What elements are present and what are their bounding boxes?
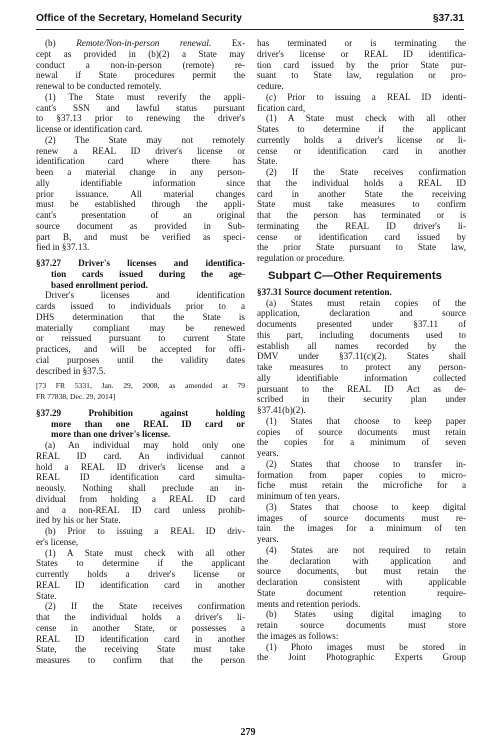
section-heading-line: §37.27 Driver's licenses and identifica-	[36, 258, 245, 268]
text-line: fication card,	[257, 102, 306, 113]
text-line: fiche must retain the microfiche for a	[257, 480, 466, 491]
text-line: (b) States using digital imaging to	[266, 609, 466, 620]
text-line: and a non-REAL ID card unless prohib-	[36, 504, 245, 515]
text-line: documents presented under §37.11 of	[257, 319, 466, 329]
text-line: (3) States that choose to keep digital	[266, 501, 466, 512]
text-line: cial purposes until the validity dates	[36, 354, 245, 365]
text-line: practices, and will be accepted for offi-	[36, 344, 245, 354]
text-line: or reissued pursuant to current State	[36, 333, 245, 344]
text-line: measures to confirm that the person	[36, 655, 245, 665]
text-line: to §37.13 prior to renewing the driver's	[36, 113, 245, 124]
text-line: currently holds a driver's license or	[36, 569, 245, 579]
text-line: cedure.	[257, 81, 284, 91]
header-section: §37.31	[432, 13, 464, 24]
text-line: source documents, but must retain the	[257, 566, 466, 577]
text-line: ally identifiable information collected	[257, 372, 466, 383]
text-line: the images as follows:	[257, 630, 339, 641]
text-line: part B, and must be verified as speci-	[36, 231, 245, 242]
header-title: Office of the Secretary, Homeland Security	[36, 13, 242, 24]
section-heading-line: more than one REAL ID card or	[51, 418, 245, 429]
text-line: renew a REAL ID driver's license or	[36, 145, 245, 156]
text-line: cant's presentation of an original	[36, 210, 245, 220]
text-line: images of source documents must re-	[257, 512, 466, 523]
text-line: (1) The State must reverify the appli-	[45, 91, 245, 102]
text-line: er's license,	[36, 536, 79, 547]
text-line: driver's license or REAL ID identifica-	[257, 48, 466, 59]
section-heading-line: §37.29 Prohibition against holding	[36, 407, 245, 418]
text-line: (2) If the State receives confirmation	[266, 167, 466, 177]
text-line: fied in §37.13.	[36, 242, 90, 253]
text-line: DMV under §37.11(c)(2). States shall	[257, 351, 466, 362]
text-line: declaration consistent with applicable	[257, 577, 466, 587]
header-rule	[36, 29, 464, 30]
text-line: cards issued to individuals prior to a	[36, 301, 245, 311]
text-line: been a material change in any person-	[36, 167, 245, 177]
left-column	[36, 38, 245, 666]
text-line: ally identifiable information since	[36, 177, 245, 188]
text-run: Ex-	[211, 38, 245, 48]
text-line: State document retention require-	[257, 587, 466, 598]
text-line: that the individual holds a driver's li-	[36, 612, 245, 622]
text-line: cense or identification card in another	[257, 145, 466, 156]
text-line: §37.41(b)(2).	[257, 405, 306, 415]
text-line: scribed in their security plan under	[257, 394, 466, 405]
text-line: REAL ID identification card simulta-	[36, 472, 245, 483]
text-line: (1) States that choose to keep paper	[266, 415, 466, 426]
text-line: has terminated or is terminating the	[257, 38, 466, 48]
text-line: take measures to protect any person-	[257, 362, 466, 372]
text-line: State must take measures to confirm	[257, 199, 466, 210]
text-line: States to determine if the applicant	[257, 124, 466, 134]
text-line: pursuant to the REAL ID Act as de-	[257, 383, 466, 394]
right-column	[257, 38, 466, 663]
text-line: tain the images for a minimum of ten	[257, 523, 466, 534]
text-line: retain source documents must store	[257, 620, 466, 630]
text-line: copies of source documents must retain	[257, 426, 466, 437]
text-line: Driver's licenses and identification	[45, 290, 245, 301]
section-heading-line: more than one driver's license.	[51, 429, 171, 440]
section-heading-line: tion cards issued during the age-	[51, 268, 245, 279]
text-line: that the person has terminated or is	[257, 210, 466, 220]
text-line: (a) States must retain copies of the	[266, 297, 466, 308]
text-line: that the individual holds a REAL ID	[257, 177, 466, 188]
text-line: suant to State law, regulation or pro-	[257, 70, 466, 81]
text-line: cant's SSN and lawful status pursuant	[36, 102, 245, 113]
text-line: this part, including documents used to	[257, 329, 466, 340]
text-line: REAL ID identification card in another	[36, 579, 245, 590]
text-line: must be established through the appli-	[36, 199, 245, 210]
text-line: REAL ID card. An individual cannot	[36, 450, 245, 461]
text-line: (1) A State must check with all other	[45, 547, 245, 558]
text-line: (4) States are not required to retain	[266, 544, 466, 555]
text-line: terminating the REAL ID driver's li-	[257, 220, 466, 231]
text-line: described in §37.5.	[36, 365, 106, 376]
text-line: (c) Prior to issuing a REAL ID identi-	[266, 91, 466, 102]
text-line: REAL ID identification card in another	[36, 633, 245, 644]
text-line: (1) Photo images must be stored in	[266, 641, 466, 652]
text-line: the Joint Photographic Experts Group	[257, 652, 466, 663]
text-line: dividual from holding a REAL ID card	[36, 493, 245, 504]
text-run: (b)	[45, 38, 77, 48]
text-line: conduct a non-in-person (remote) re-	[36, 59, 245, 70]
text-line: (1) A State must check with all other	[266, 113, 466, 124]
text-line: State.	[36, 590, 57, 601]
text-line: State, the receiving State must take	[36, 644, 245, 655]
text-line: hold a REAL ID driver's license and a	[36, 461, 245, 472]
text-line: ments and retention periods.	[257, 598, 361, 609]
italic-run: Remote/Non-in-person renewal.	[76, 38, 212, 48]
text-line: the declaration with application and	[257, 555, 466, 566]
text-line: establish all names recorded by the	[257, 340, 466, 351]
text-line: minimum of ten years.	[257, 491, 340, 501]
page-number: 279	[240, 727, 256, 738]
text-line: license or identification card.	[36, 124, 143, 134]
citation-line: [73 FR 5331, Jan. 29, 2008, as amended at 79	[36, 381, 245, 391]
text-line: formation from paper copies to micro-	[257, 469, 466, 480]
text-line: cept as provided in (b)(2) a State may	[36, 48, 245, 59]
subpart-heading: Subpart C—Other Requirements	[268, 269, 442, 282]
text-line: currently holds a driver's license or li-	[257, 134, 466, 145]
text-line: application, declaration and source	[257, 308, 466, 319]
text-line: newal if State procedures permit the	[36, 70, 245, 81]
text-line: the prior State pursuant to State law,	[257, 242, 466, 253]
text-line: neously. Nothing shall preclude an in-	[36, 483, 245, 493]
text-line: (2) If the State receives confirmation	[45, 601, 245, 612]
text-line: the copies for a minimum of seven	[257, 437, 466, 448]
text-line: ited by his or her State.	[36, 515, 121, 526]
text-line: renewal to be conducted remotely.	[36, 81, 162, 91]
text-line: regulation or procedure.	[257, 253, 345, 263]
text-line: State.	[257, 156, 278, 167]
text-line: tion card issued by the prior State pur-	[257, 59, 466, 70]
text-line: States to determine if the applicant	[36, 558, 245, 569]
text-line: cense or identification card issued by	[257, 231, 466, 242]
text-line: (2) The State may not remotely	[45, 134, 245, 145]
citation-line: FR 77838, Dec. 29, 2014]	[36, 392, 116, 401]
text-line: cense in another State, or possesses a	[36, 622, 245, 633]
text-line: (2) States that choose to transfer in-	[266, 458, 466, 469]
section-heading-line: §37.31 Source document retention.	[257, 286, 392, 297]
text-line: materially compliant may be renewed	[36, 322, 245, 333]
text-line: prior issuance. All material changes	[36, 188, 245, 199]
text-line: (b) Prior to issuing a REAL ID driv-	[45, 526, 245, 536]
text-line: card in another State the receiving	[257, 188, 466, 199]
section-heading-line: based enrollment period.	[51, 279, 148, 290]
text-line: identification card where there has	[36, 156, 245, 167]
running-header	[36, 13, 464, 26]
text-line: years.	[257, 448, 279, 458]
text-line: (a) An individual may hold only one	[45, 440, 245, 450]
text-line: years.	[257, 534, 279, 544]
text-line: DHS determination that the State is	[36, 311, 245, 322]
text-line	[36, 38, 245, 49]
text-line: source document as provided in Sub-	[36, 220, 245, 231]
